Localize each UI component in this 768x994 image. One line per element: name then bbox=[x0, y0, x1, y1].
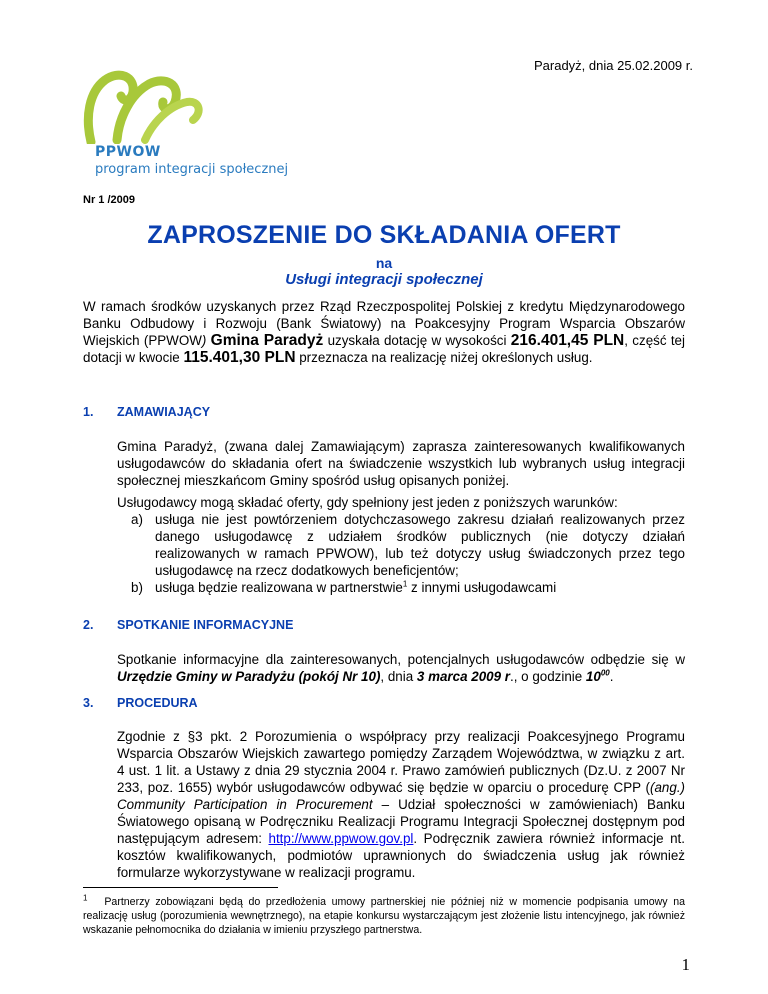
logo-acronym: PPWOW bbox=[95, 144, 161, 160]
meeting-place: Urzędzie Gminy w Paradyżu (pokój Nr 10) bbox=[117, 669, 381, 684]
title-connector: na bbox=[375, 255, 393, 271]
section-3-heading: 3. PROCEDURA bbox=[83, 696, 198, 710]
footnote-mark: 1 bbox=[83, 893, 88, 903]
allocated-amount: 115.401,30 PLN bbox=[183, 349, 296, 366]
page-subtitle: Usługi integracji społecznej bbox=[285, 271, 483, 288]
section-1-heading: 1. ZAMAWIAJĄCY bbox=[83, 405, 211, 419]
page-number: 1 bbox=[681, 955, 690, 974]
section-1-paragraph: Gmina Paradyż, (zwana dalej Zamawiającym) zaprasza zainteresowanych kwalifikowanych usługodawców do składania ofert na świadczenie wszystkich lub wybranych usług integracji społecznej mieszkańcom Gminy spośród usług opisanych poniżej. bbox=[117, 439, 685, 488]
intro-paragraph: W ramach środków uzyskanych przez Rząd Rzeczpospolitej Polskiej z kredytu Międzynarodowego Banku Odbudowy i Rozwoju (Bank Światowy) na Poakcesyjny Program Wsparcia Obszarów Wiejskich (PPWOW) Gmina Paradyż uzyskała dotację w wysokości 216.401,45 PLN, część tej dotacji w kwocie 115.401,30 PLN przeznacza na realizację niżej określonych usług. bbox=[83, 299, 685, 366]
section-2-heading: 2. SPOTKANIE INFORMACYJNE bbox=[83, 618, 294, 632]
grant-amount: 216.401,45 PLN bbox=[510, 332, 625, 349]
document-date: Paradyż, dnia 25.02.2009 r. bbox=[533, 58, 693, 73]
condition-b: b) usługa będzie realizowana w partnerstwie$^1$ z innymi usługodawcami bbox=[131, 579, 557, 595]
meeting-hour: $10^{00}$ bbox=[585, 668, 610, 684]
meeting-date: 3 marca 2009 r bbox=[416, 669, 510, 684]
gmina-name: Gmina Paradyż bbox=[210, 332, 324, 349]
condition-a: a) usługa nie jest powtórzeniem dotychczasowego zakresu działań realizowanych przez danego usługodawcę z udziałem środków publicznych (nie dotyczy działań realizowanych w ramach PPWOW), lub też dotyczy usług świadczonych przez tego usługodawcę na rzecz dodatkowych beneficjentów; bbox=[131, 512, 685, 578]
logo-leaf-graphic bbox=[83, 62, 203, 144]
footnote: $^1$ Partnerzy zobowiązani będą do przedłożenia umowy partnerskiej nie później niż w momencie podpisania umowy na realizację usług (porozumienia wewnętrznego), na etapie konkursu wystarczającym jest złożenie listu intencyjnego, jak również wskazanie pełnomocnika do działania w imieniu przyszłego partnerstwa. bbox=[83, 893, 685, 936]
ppwow-logo bbox=[83, 62, 293, 177]
page-title: ZAPROSZENIE DO SKŁADANIA OFERT bbox=[147, 221, 621, 249]
section-2-paragraph: Spotkanie informacyjne dla zainteresowanych, potencjalnych usługodawców odbędzie się w Urzędzie Gminy w Paradyżu (pokój Nr 10), dnia 3 marca 2009 r., o godzinie $10^{00}$. bbox=[117, 652, 685, 684]
conditions-intro: Usługodawcy mogą składać oferty, gdy spełniony jest jeden z poniższych warunków: bbox=[117, 495, 618, 510]
conditions-block bbox=[117, 494, 685, 596]
footnote-ref: 1 bbox=[402, 579, 408, 589]
footnote-separator bbox=[83, 887, 278, 888]
section-3-paragraph: Zgodnie z §3 pkt. 2 Porozumienia o współpracy przy realizacji Poakcesyjnego Programu Wsparcia Obszarów Wiejskich zawartego pomiędzy Zarządem Województwa, w związku z art. 4 ust. 1 lit. a Ustawy z dnia 29 stycznia 2004 r. Prawo zamówień publicznych (Dz.U. z 2007 Nr 233, poz. 1655) wybór usługodawców odbywać się będzie w oparciu o procedurę CPP ((ang.) Community Participation in Procurement – Udział społeczności w zamówieniach) Banku Światowego opisaną w Podręczniku Realizacji Programu Integracji Społecznej dostępnym pod następującym adresem: http://www.ppwow.gov.pl. Podręcznik zawiera również informacje nt. kosztów kwalifikowanych, podmiotów uprawnionych do świadczenia usług jak również formularze wykorzystywane w realizacji programu. bbox=[117, 729, 685, 880]
document-number: Nr 1 /2009 bbox=[83, 194, 135, 206]
ppwow-website-link[interactable]: http://www.ppwow.gov.pl bbox=[268, 831, 414, 846]
logo-tagline: program integracji społecznej bbox=[95, 162, 289, 177]
